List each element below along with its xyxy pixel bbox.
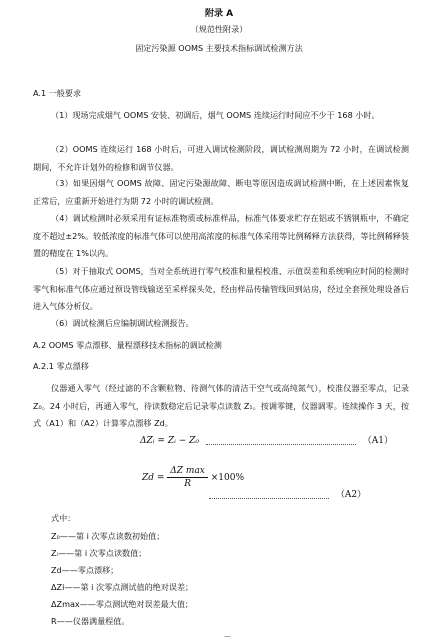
a1-paragraph-6: （6）调试检测后应编制调试检测报告。: [51, 318, 194, 328]
equation-a1-leader: [206, 436, 356, 445]
section-a1-heading: A.1 一般要求: [33, 88, 82, 98]
definition-item: Z₀——第 i 次零点读数初始值；: [51, 531, 165, 541]
equation-a1-expression: ΔZᵢ = Zᵢ − Z₀: [140, 436, 200, 446]
equation-a1-label: （A1）: [362, 436, 393, 446]
equation-a2-label-row: [205, 487, 366, 500]
a1-paragraph-2: （2）OOMS 连续运行 168 小时后，可进入调试检测阶段，调试检测周期为 72 小时，在调试检测期间，不允许计划外的检修和调节仪器。: [33, 144, 409, 172]
a1-paragraph-5: （5）对于抽取式 OOMS，当对全系统进行零气校准和量程校准、示值误差和系统响应时间的检测时零气和标准气体应通过预设管线输送至采样探头处，经由样品传输管线回到站房，经过全套预处理设备后进入气体分析仪。: [33, 266, 409, 311]
definition-item: ΔZmax——零点测试绝对误差最大值；: [51, 599, 194, 609]
equation-a2-numerator: ΔZ max: [167, 465, 208, 478]
where-label: 式中：: [51, 513, 76, 523]
definition-item: Zd——零点漂移；: [51, 565, 119, 575]
definition-item: ΔZi——第 i 次零点测试值的绝对误差；: [51, 582, 194, 592]
equation-a2-denominator: R: [184, 479, 191, 489]
equation-a2-fraction: [167, 465, 208, 490]
a1-paragraph-3: （3）如果因烟气 OOMS 故障、固定污染源故障、断电等原因造成调试检测中断，在上述因素恢复正常后，应重新开始进行为期 72 小时的调试检测。: [33, 178, 409, 206]
equation-a2-leader: [209, 490, 329, 499]
equation-a2-rhs: ×100%: [210, 473, 245, 483]
annex-label: 附录 A: [204, 9, 234, 19]
definition-item: R——仪器满量程值。: [51, 616, 130, 626]
section-a2-heading: A.2 OOMS 零点漂移、量程漂移技术指标的调试检测: [33, 340, 222, 350]
a21-paragraph: 仪器通入零气（经过滤的不含颗粒物、待测气体的清洁干空气或高纯氮气），校准仪器至零点，记录 Z₀。24 小时后，再通入零气，待读数稳定后记录零点读数 Z₁。按调零键，仪器调零。连续操作 3 天，按式（A1）和（A2）计算零点漂移 Zd。: [33, 383, 409, 428]
equation-a2-label: （A2）: [335, 490, 367, 500]
a1-paragraph-4: （4）调试检测时必须采用有证标准物质或标准样品，标准气体要求贮存在铝或不锈钢瓶中，不确定度不超过±2%。较低浓度的标准气体可以使用高浓度的标准气体采用等比例稀释方法获得，等比例稀释装置的精度在 1%以内。: [33, 213, 409, 258]
definition-item: Zᵢ——第 i 次零点读数值；: [51, 548, 147, 558]
a1-paragraph-1: （1）现场完成烟气 OOMS 安装、初调后，烟气 OOMS 连续运行时间应不少于 168 小时。: [51, 110, 380, 120]
equation-a1: [140, 433, 393, 446]
annex-type: （规范性附录）: [190, 24, 248, 34]
annex-title: 固定污染源 OOMS 主要技术指标调试检测方法: [135, 43, 303, 53]
equation-a2-lhs: Zd =: [142, 473, 165, 483]
page-number: —: [224, 632, 231, 640]
section-a21-heading: A.2.1 零点漂移: [33, 361, 89, 371]
